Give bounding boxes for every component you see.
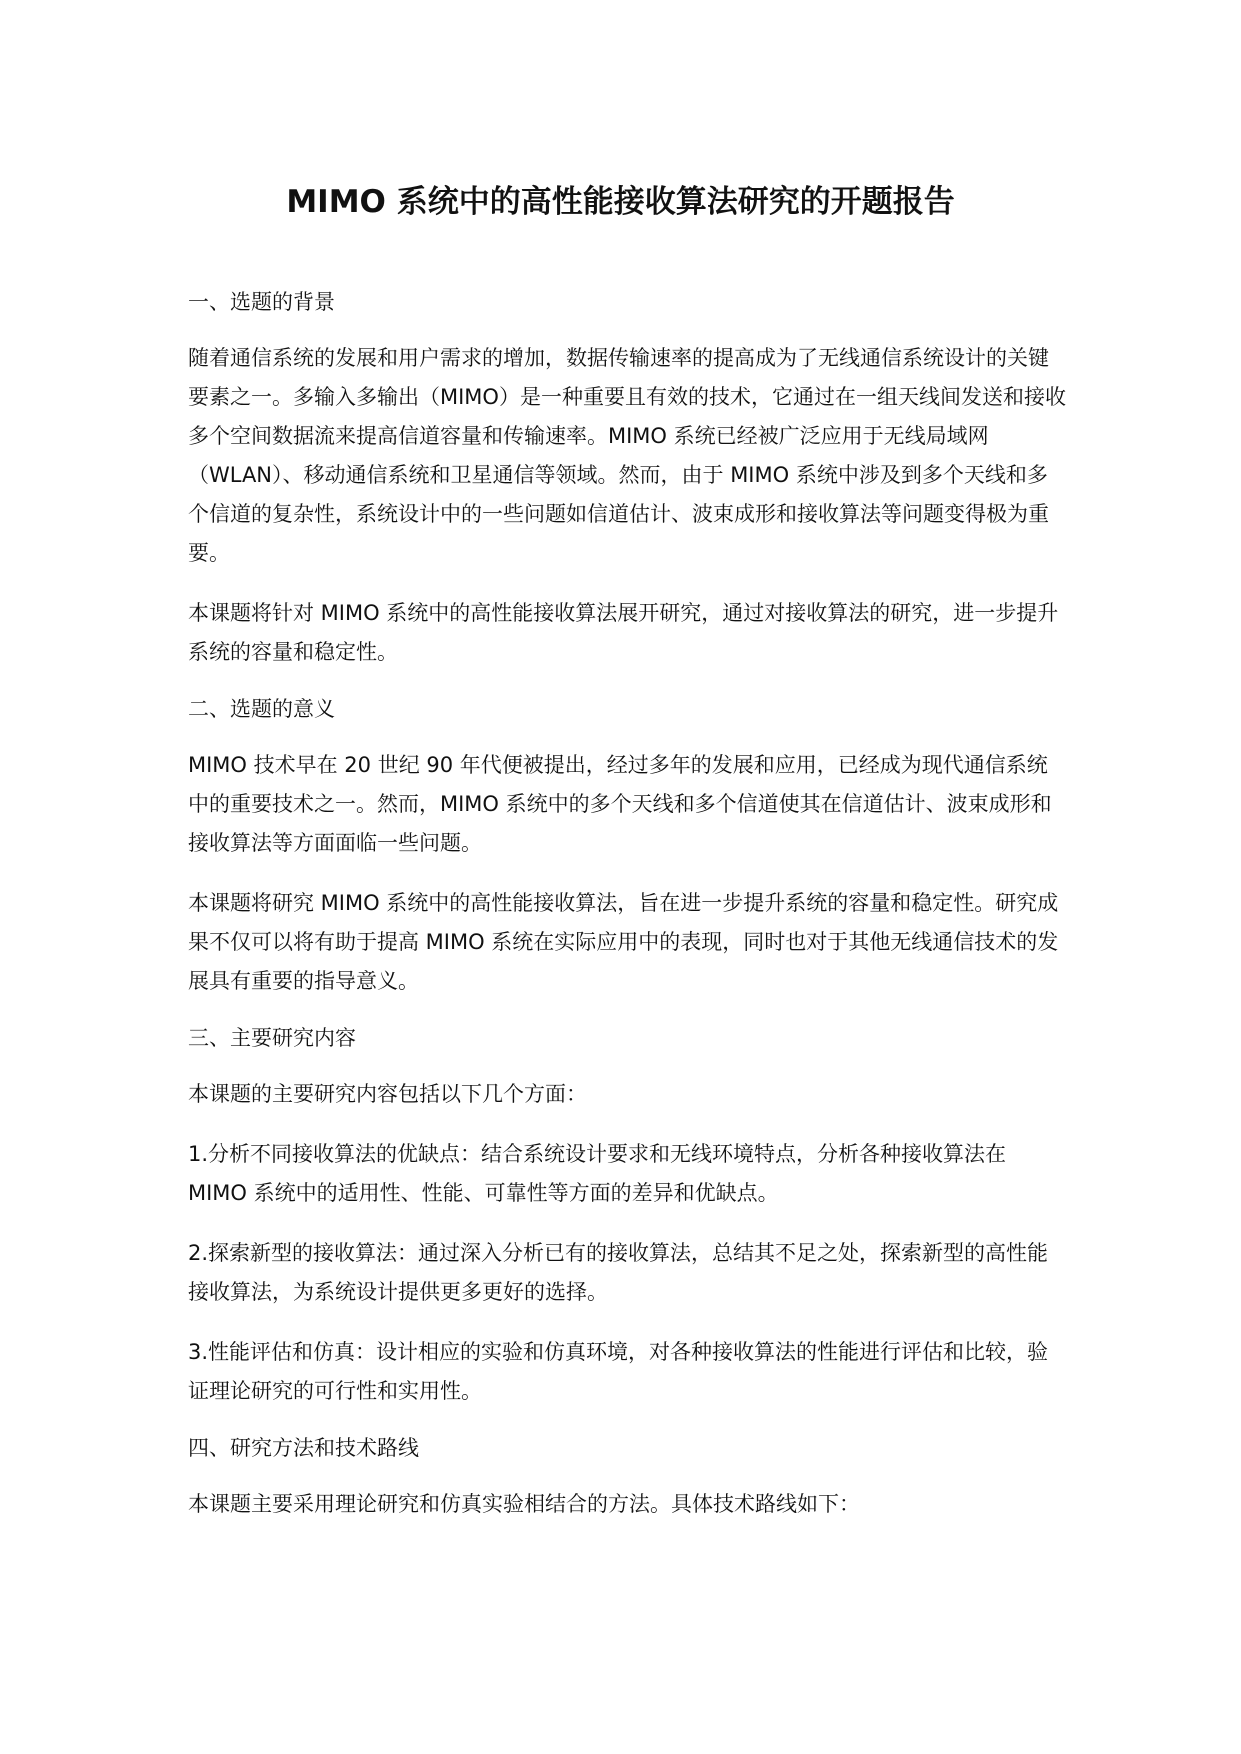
section-background	[188, 286, 1068, 672]
paragraph: 2.探索新型的接收算法：通过深入分析已有的接收算法，总结其不足之处，探索新型的高性能接收算法，为系统设计提供更多更好的选择。	[188, 1241, 1049, 1304]
section-main-content	[188, 1022, 1068, 1411]
paragraph: 本课题主要采用理论研究和仿真实验相结合的方法。具体技术路线如下：	[188, 1492, 860, 1516]
paragraph: 本课题将针对 MIMO 系统中的高性能接收算法展开研究，通过对接收算法的研究，进一步提升系统的容量和稳定性。	[188, 601, 1059, 664]
section-heading: 二、选题的意义	[188, 697, 335, 721]
section-heading: 一、选题的背景	[188, 290, 335, 314]
document-title: MIMO 系统中的高性能接收算法研究的开题报告	[286, 184, 955, 220]
paragraph: 3.性能评估和仿真：设计相应的实验和仿真环境，对各种接收算法的性能进行评估和比较，验证理论研究的可行性和实用性。	[188, 1340, 1049, 1403]
paragraph: 随着通信系统的发展和用户需求的增加，数据传输速率的提高成为了无线通信系统设计的关键要素之一。多输入多输出（MIMO）是一种重要且有效的技术，它通过在一组天线间发送和接收多个空间数据流来提高信道容量和传输速率。MIMO 系统已经被广泛应用于无线局域网（WLAN）、移动通信系统和卫星通信等领域。然而，由于 MIMO 系统中涉及到多个天线和多个信道的复杂性，系统设计中的一些问题如信道估计、波束成形和接收算法等问题变得极为重要。	[188, 346, 1066, 565]
paragraph: MIMO 技术早在 20 世纪 90 年代便被提出，经过多年的发展和应用，已经成为现代通信系统中的重要技术之一。然而，MIMO 系统中的多个天线和多个信道使其在信道估计、波束成形和接收算法等方面面临一些问题。	[188, 753, 1052, 855]
paragraph: 本课题将研究 MIMO 系统中的高性能接收算法，旨在进一步提升系统的容量和稳定性。研究成果不仅可以将有助于提高 MIMO 系统在实际应用中的表现，同时也对于其他无线通信技术的发展具有重要的指导意义。	[188, 891, 1059, 993]
document-body	[188, 286, 1068, 1545]
section-methods	[188, 1432, 1068, 1524]
paragraph: 1.分析不同接收算法的优缺点：结合系统设计要求和无线环境特点，分析各种接收算法在 MIMO 系统中的适用性、性能、可靠性等方面的差异和优缺点。	[188, 1142, 1007, 1205]
section-significance	[188, 693, 1068, 1001]
paragraph: 本课题的主要研究内容包括以下几个方面：	[188, 1082, 587, 1106]
section-heading: 三、主要研究内容	[188, 1026, 356, 1050]
section-heading: 四、研究方法和技术路线	[188, 1436, 419, 1460]
